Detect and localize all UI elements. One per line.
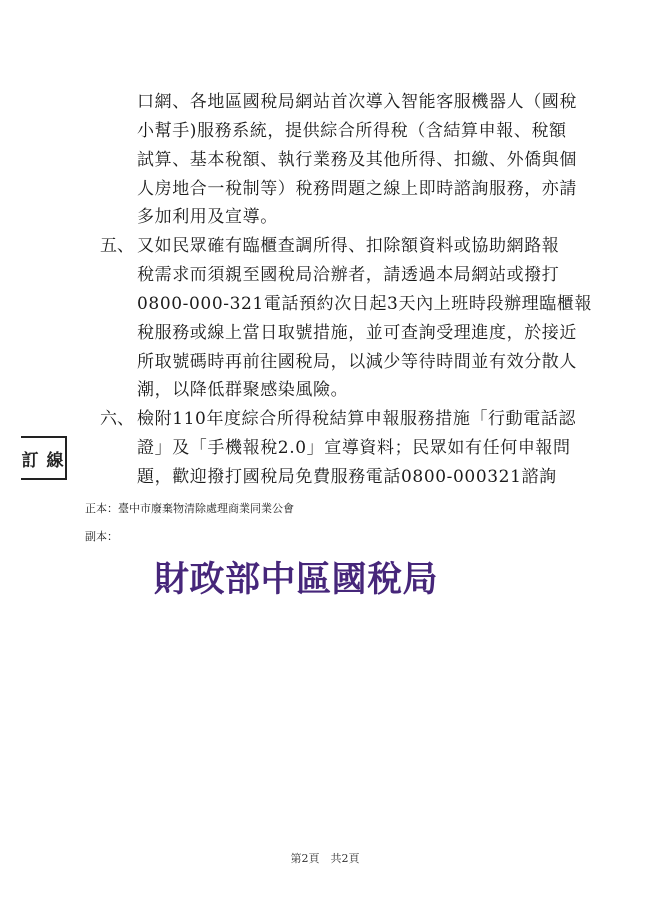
body-line: 口網、各地區國稅局網站首次導入智能客服機器人（國稅: [137, 92, 577, 112]
body-line: 人房地合一稅制等）稅務問題之線上即時諮詢服務，亦請: [137, 179, 577, 199]
body-line: 多加利用及宣導。: [137, 207, 278, 227]
copy-recipient: 副本：: [85, 530, 118, 543]
body-line: 稅需求而須親至國稅局洽辦者，請透過本局網站或撥打: [137, 265, 560, 285]
page-number: 第2頁 共2頁: [290, 852, 360, 865]
body-line: 試算、基本稅額、執行業務及其他所得、扣繳、外僑與個: [137, 150, 577, 170]
body-line: 證」及「手機報稅2.0」宣導資料；民眾如有任何申報問: [137, 438, 571, 458]
item-number: 五、: [100, 236, 134, 256]
item-number: 六、: [100, 409, 134, 429]
body-line: 0800-000-321電話預約次日起3天內上班時段辦理臨櫃報: [137, 294, 593, 314]
body-line: 檢附110年度綜合所得稅結算申報服務措施「行動電話認: [137, 409, 577, 429]
body-line: 潮，以降低群聚感染風險。: [137, 380, 349, 400]
main-recipient: 正本：臺中市廢棄物清除處理商業同業公會: [85, 502, 294, 515]
body-line: 題，歡迎撥打國稅局免費服務電話0800-000321諮詢: [137, 467, 557, 487]
body-line: 稅服務或線上當日取號措施，並可查詢受理進度，於接近: [137, 323, 577, 343]
body-line: 所取號碼時再前往國稅局，以減少等待時間並有效分散人: [137, 352, 577, 372]
body-line: 小幫手)服務系統，提供綜合所得稅（含結算申報、稅額: [137, 121, 567, 141]
body-line: 又如民眾確有臨櫃查調所得、扣除額資料或協助網路報: [137, 236, 560, 256]
binding-line-stamp: 訂 線: [21, 436, 67, 480]
official-seal: 財政部中區國稅局: [154, 560, 439, 600]
